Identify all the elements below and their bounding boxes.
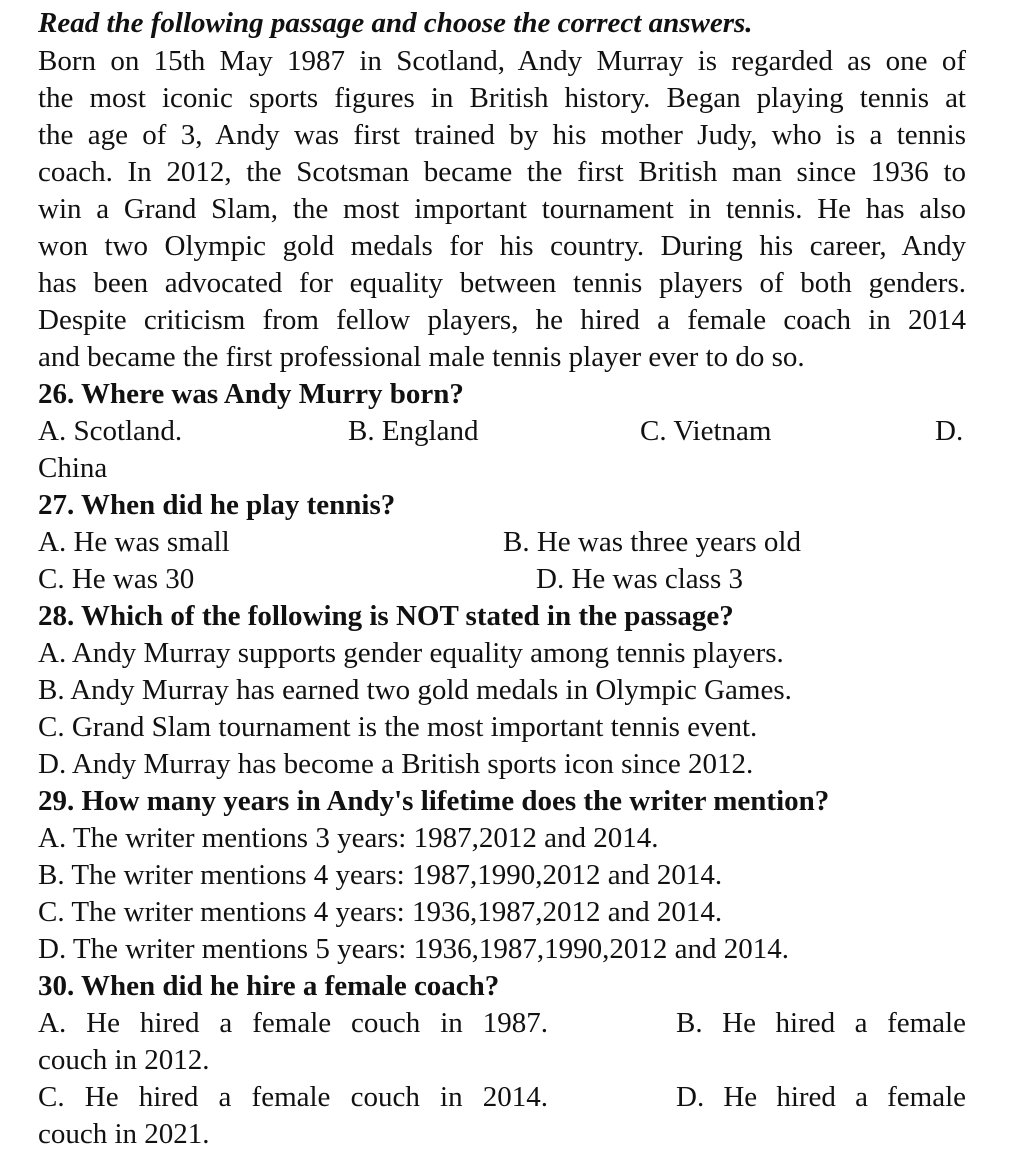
q27-option-a: A. He was small — [38, 526, 230, 558]
passage-line-8: Despite criticism from fellow players, he hired a female coach in 2014 — [38, 304, 966, 336]
passage-line-1: Born on 15th May 1987 in Scotland, Andy Murray is regarded as one of — [38, 45, 966, 77]
question-29: 29. How many years in Andy's lifetime does the writer mention? — [38, 785, 830, 817]
question-28: 28. Which of the following is NOT stated in the passage? — [38, 600, 734, 632]
q27-option-d: D. He was class 3 — [536, 563, 743, 595]
q28-option-a: A. Andy Murray supports gender equality among tennis players. — [38, 637, 784, 669]
q26-option-d-continued: China — [38, 452, 108, 484]
q27-option-c: C. He was 30 — [38, 563, 195, 595]
q28-option-b: B. Andy Murray has earned two gold medals in Olympic Games. — [38, 674, 792, 706]
q30-option-a: A. He hired a female couch in 1987. — [38, 1007, 548, 1039]
q29-option-d: D. The writer mentions 5 years: 1936,1987,1990,2012 and 2014. — [38, 933, 789, 965]
question-26: 26. Where was Andy Murry born? — [38, 378, 464, 410]
passage-line-9: and became the first professional male tennis player ever to do so. — [38, 341, 805, 373]
q26-option-a: A. Scotland. — [38, 415, 183, 447]
q28-option-d: D. Andy Murray has become a British sports icon since 2012. — [38, 748, 754, 780]
passage-line-3: the age of 3, Andy was first trained by his mother Judy, who is a tennis — [38, 119, 966, 151]
question-27: 27. When did he play tennis? — [38, 489, 396, 521]
q30-option-c: C. He hired a female couch in 2014. — [38, 1081, 548, 1113]
q30-option-b-continued: couch in 2012. — [38, 1044, 210, 1076]
question-30: 30. When did he hire a female coach? — [38, 970, 500, 1002]
passage-line-7: has been advocated for equality between tennis players of both genders. — [38, 267, 966, 299]
q29-option-c: C. The writer mentions 4 years: 1936,1987,2012 and 2014. — [38, 896, 723, 928]
q26-option-b: B. England — [348, 415, 479, 447]
q30-option-d: D. He hired a female — [676, 1081, 966, 1113]
q30-option-d-continued: couch in 2021. — [38, 1118, 210, 1150]
q29-option-a: A. The writer mentions 3 years: 1987,2012 and 2014. — [38, 822, 659, 854]
instruction-heading: Read the following passage and choose the correct answers. — [38, 7, 753, 39]
q29-option-b: B. The writer mentions 4 years: 1987,1990,2012 and 2014. — [38, 859, 723, 891]
passage-line-6: won two Olympic gold medals for his country. During his career, Andy — [38, 230, 966, 262]
passage-line-2: the most iconic sports figures in British history. Began playing tennis at — [38, 82, 966, 114]
q26-option-d: D. — [935, 415, 964, 447]
passage-line-5: win a Grand Slam, the most important tournament in tennis. He has also — [38, 193, 966, 225]
q30-option-b: B. He hired a female — [676, 1007, 966, 1039]
passage-line-4: coach. In 2012, the Scotsman became the first British man since 1936 to — [38, 156, 966, 188]
q26-option-c: C. Vietnam — [640, 415, 772, 447]
q27-option-b: B. He was three years old — [503, 526, 801, 558]
q28-option-c: C. Grand Slam tournament is the most important tennis event. — [38, 711, 758, 743]
